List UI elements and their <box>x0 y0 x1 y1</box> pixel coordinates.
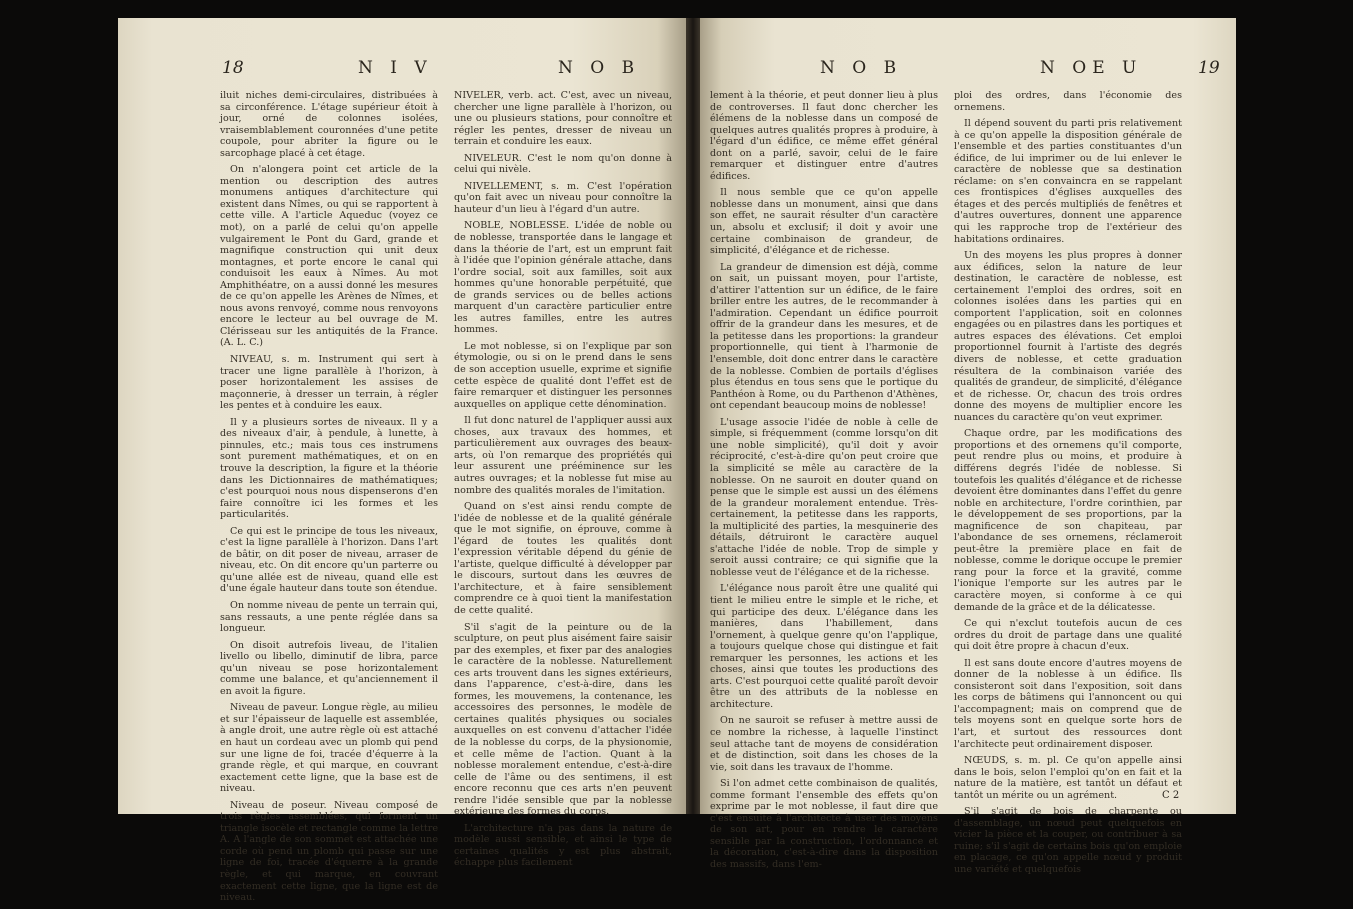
paragraph: On ne sauroit se refuser à mettre aussi de ce nombre la richesse, à laquelle l'instinct seul attache tant de moyens de considération et de distinction, soit dans les choses de la vie, soit dans les travaux de l'homme. <box>710 715 938 773</box>
paragraph: Il nous semble que ce qu'on appelle noblesse dans un monument, ainsi que dans son effet, ne saurait résulter d'un caractère un, absolu et exclusif; il doit y avoir une certaine combinaison de grandeur, de simplicité, d'élégance et de richesse. <box>710 187 938 257</box>
paragraph: NŒUDS, s. m. pl. Ce qu'on appelle ainsi dans le bois, selon l'emploi qu'on en fait et la nature de la matière, est tantôt un défaut et tantôt un mérite ou un agrément. <box>954 755 1182 801</box>
left-page <box>118 18 687 904</box>
paragraph: Il fut donc naturel de l'appliquer aussi aux choses, aux travaux des hommes, et particulièrement aux ouvrages des beaux-arts, où l'on remarque des propriétés qui leur assurent une prééminence sur les autres ouvrages; et la noblesse fut mise au nombre des qualités morales de l'imitation. <box>454 415 672 496</box>
paragraph: S'il s'agit de la peinture ou de la sculpture, on peut plus aisément faire saisir par des exemples, et fixer par des analogies le caractère de la noblesse. Naturellement ces arts trouvent dans les signes extérieurs, dans l'apparence, c'est-à-dire, dans les formes, les mouvemens, la contenance, les accessoires des personnes, le modèle de certaines qualités physiques ou sociales auxquelles on est convenu d'attacher l'idée de la noblesse du corps, de la physionomie, et celle même de l'action. Quant à la noblesse moralement entendue, c'est-à-dire celle de l'âme ou des sentimens, il est encore reconnu que ces arts n'en peuvent rendre l'idée sensible que par la noblesse extérieure des formes du corps. <box>454 621 672 818</box>
paragraph: Le mot noblesse, si on l'explique par son étymologie, ou si on le prend dans le sens de son acception usuelle, exprime et signifie cette espèce de qualité dont l'effet est de faire remarquer et distinguer les personnes auxquelles on applique cette dénomination. <box>454 340 672 410</box>
right-page-column-1 <box>710 90 938 876</box>
paragraph: iluit niches demi-circulaires, distribuées à sa circonférence. L'étage supérieur étoit à jour, orné de colonnes isolées, vraisemblablement couronnées d'une petite coupole, pour abriter la figure ou le sarcophage placé à cet étage. <box>220 90 438 159</box>
signature-mark: C 2 <box>1162 790 1180 801</box>
left-page-column-1 <box>220 90 438 909</box>
paragraph: Ce qui n'exclut toutefois aucun de ces ordres du droit de partage dans une qualité qui doit être propre à chacun d'eux. <box>954 618 1182 653</box>
right-page-column-2 <box>954 90 1182 881</box>
book-gutter <box>686 18 700 814</box>
paragraph: Niveau de paveur. Longue règle, au milieu et sur l'épaisseur de laquelle est assemblée, à angle droit, une autre règle où est attaché en haut un cordeau avec un plomb qui pend sur une ligne de foi, tracée d'équerre à la grande règle, et qui marque, en couvrant exactement cette ligne, que la base est de niveau. <box>220 702 438 795</box>
paragraph: Ce qui est le principe de tous les niveaux, c'est la ligne parallèle à l'horizon. Dans l'art de bâtir, on dit poser de niveau, arraser de niveau, etc. On dit encore qu'un parterre ou qu'une allée est de niveau, quand elle est d'une égale hauteur dans toute son étendue. <box>220 525 438 595</box>
running-head-right-center: N O B <box>820 58 903 78</box>
paragraph: L'architecture n'a pas dans la nature de modèle aussi sensible, et ainsi le type de certaines qualités y est plus abstrait, échappe plus facilement <box>454 822 672 869</box>
running-head-right: N OE U <box>1040 58 1143 78</box>
paragraph: L'usage associe l'idée de noble à celle de simple, si fréquemment (comme lorsqu'on dit une noble simplicité), qu'il doit y avoir réciprocité, c'est-à-dire qu'on peut croire que la simplicité se mêle au caractère de la noblesse. On ne sauroit en douter quand on pense que le simple est aussi un des élémens de la grandeur moralement entendue. Très-certainement, la petitesse dans les rapports, la multiplicité des parties, la mesquinerie des détails, détruiront le caractère auquel s'attache l'idée de noble. Trop de simple y seroit aussi contraire; ce qui signifie que la noblesse veut de l'élégance et de la richesse. <box>710 416 938 578</box>
paragraph: Il est sans doute encore d'autres moyens de donner de la noblesse à un édifice. Ils consisteront soit dans l'exposition, soit dans les corps de bâtimens qui l'annoncent ou qui l'accompagnent; mais on comprend que de tels moyens sont en quelque sorte hors de l'art, et surtout des ressources dont l'architecte peut ordinairement disposer. <box>954 657 1182 750</box>
paragraph: NIVEAU, s. m. Instrument qui sert à tracer une ligne parallèle à l'horizon, à poser horizontalement les assises de maçonnerie, à dresser un terrain, à régler les pentes et à conduire les eaux. <box>220 354 438 412</box>
running-head-left-center: N O B <box>558 58 641 78</box>
paragraph: NIVELER, verb. act. C'est, avec un niveau, chercher une ligne parallèle à l'horizon, ou une ou plusieurs stations, pour connoître et régler les pentes, dresser de niveau un terrain et conduire les eaux. <box>454 90 672 148</box>
paragraph: NIVELLEMENT, s. m. C'est l'opération qu'on fait avec un niveau pour connoître la hauteur d'un lieu à l'égard d'un autre. <box>454 180 672 215</box>
paragraph: Quand on s'est ainsi rendu compte de l'idée de noblesse et de la qualité générale que le mot signifie, on éprouve, comme à l'égard de toutes les qualités dont l'expression véritable dépend du génie de l'artiste, quelque difficulté à développer par le discours, surtout dans les œuvres de l'architecture, et à faire sensiblement comprendre ce à quoi tient la manifestation de cette qualité. <box>454 501 672 616</box>
paragraph: Si l'on admet cette combinaison de qualités, comme formant l'ensemble des effets qu'on exprime par le mot noblesse, il faut dire que c'est ensuite à l'architecte à user des moyens de son art, pour en rendre le caractère sensible par la construction, l'ordonnance et la décoration, c'est-à-dire dans la disposition des massifs, dans l'em- <box>710 778 938 870</box>
paragraph: On n'alongera point cet article de la mention ou description des autres monumens antiques d'architecture qui existent dans Nîmes, ou qui se rapportent à cette ville. A l'article Aqueduc (voyez ce mot), on a parlé de celui qu'on appelle vulgairement le Pont du Gard, grande et magnifique construction qui unit deux montagnes, et porte encore le canal qui conduisoit les eaux à Nîmes. Au mot Amphithéatre, on a aussi donné les mesures de ce qu'on appelle les Arènes de Nîmes, et nous avons renvoyé, comme nous renvoyons encore le lecteur au bel ouvrage de M. Clérisseau sur les antiquités de la France. (A. L. C.) <box>220 164 438 349</box>
paragraph: Il dépend souvent du parti pris relativement à ce qu'on appelle la disposition générale de l'ensemble et des parties constituantes d'un édifice, de lui imprimer ou de lui enlever le caractère de noblesse que sa destination réclame: on s'en convaincra en se rappelant ces frontispices d'églises auxquelles des étages et des percés multipliés de fenêtres et d'autres ouvertures, donnent une apparence qui les rapproche trop de l'extérieur des habitations ordinaires. <box>954 118 1182 245</box>
paragraph: S'il s'agit de bois de charpente ou d'assemblage, un nœud peut quelquefois en vicier la pièce et la couper, ou contribuer à sa ruine; s'il s'agit de certains bois qu'on emploie en placage, ce qu'on appelle nœud y produit une variété et quelquefois <box>954 806 1182 875</box>
paragraph: NIVELEUR. C'est le nom qu'on donne à celui qui nivèle. <box>454 152 672 176</box>
page-number-right: 19 <box>1198 58 1220 78</box>
paragraph: Il y a plusieurs sortes de niveaux. Il y a des niveaux d'air, à pendule, à lunette, à pinnules, etc.; mais tous ces instrumens sont purement mathématiques, et on en trouve la description, la figure et la théorie dans les Dictionnaires de mathématiques; c'est pourquoi nous nous dispenserons d'en faire connoître ici les formes et les particularités. <box>220 416 438 521</box>
paragraph: Niveau de poseur. Niveau composé de trois règles assemblées, qui forment un triangle isocèle et rectangle comme la lettre A. A l'angle de son sommet est attachée une corde où pend un plomb qui passe sur une ligne de foi, tracée d'équerre à la grande règle, et qui marque, en couvrant exactement cette ligne, que la ligne est de niveau. <box>220 799 438 904</box>
paragraph: lement à la théorie, et peut donner lieu à plus de controverses. Il faut donc chercher les élémens de la noblesse dans un composé de quelques autres qualités propres à produire, à l'égard d'un édifice, ce même effet général dont on a parlé, savoir, celui de le faire remarquer et distinguer entre d'autres édifices. <box>710 90 938 182</box>
paragraph: ploi des ordres, dans l'économie des ornemens. <box>954 90 1182 113</box>
paragraph: Un des moyens les plus propres à donner aux édifices, selon la nature de leur destination, le caractère de noblesse, est certainement l'emploi des ordres, soit en colonnes isolées dans les parties qui en comportent l'application, soit en colonnes engagées ou en pilastres dans les portiques et autres espaces des élévations. Cet emploi proportionnel fournit à l'artiste des degrés divers de noblesse, et cette graduation résultera de la combinaison variée des qualités de grandeur, de simplicité, d'élégance et de richesse. Or, chacun des trois ordres donne des moyens de multiplier encore les nuances du caractère qu'on veut exprimer. <box>954 250 1182 423</box>
running-head-left: N I V <box>358 58 433 78</box>
paragraph: La grandeur de dimension est déjà, comme on sait, un puissant moyen, pour l'artiste, d'attirer l'attention sur un édifice, de le faire briller entre les autres, de le recommander à l'admiration. Cependant un édifice pourroit offrir de la grandeur dans les mesures, et de la petitesse dans les proportions: la grandeur proportionnelle, qui tient à l'harmonie de l'ensemble, doit donc entrer dans le caractère de la noblesse. Combien de portails d'églises plus étendus en tous sens que le portique du Panthéon à Rome, ou du Parthenon d'Athènes, ont cependant beaucoup moins de noblesse! <box>710 261 938 412</box>
paragraph: NOBLE, NOBLESSE. L'idée de noble ou de noblesse, transportée dans le langage et dans la théorie de l'art, est un emprunt fait à l'idée que l'opinion générale attache, dans l'ordre social, soit aux familles, soit aux hommes qu'une honorable perpétuité, que de grands services ou de belles actions marquent d'un caractère particulier entre les autres familles, entre les autres hommes. <box>454 220 672 336</box>
left-page-column-2 <box>454 90 672 874</box>
paragraph: Chaque ordre, par les modifications des proportions et des ornemens qu'il comporte, peut rendre plus ou moins, et produire à différens degrés l'idée de noblesse. Si toutefois les qualités d'élégance et de richesse devoient être dominantes dans l'effet du genre noble en architecture, l'ordre corinthien, par le développement de ses proportions, par la magnificence de son chapiteau, par l'abondance de ses ornemens, réclameroit peut-être la première place en fait de noblesse, comme le dorique occupe le premier rang pour la force et la gravité, comme l'ionique l'emporte sur les autres par le caractère moyen, si conforme à ce qui demande de la grâce et de la délicatesse. <box>954 428 1182 613</box>
paragraph: On nomme niveau de pente un terrain qui, sans ressauts, a une pente réglée dans sa longueur. <box>220 599 438 635</box>
paragraph: L'élégance nous paroît être une qualité qui tient le milieu entre le simple et le riche, et qui participe des deux. L'élégance dans les manières, dans l'habillement, dans l'ornement, à quelque genre qu'on l'applique, a toujours quelque chose qui distingue et fait remarquer les personnes, les actions et les choses, ainsi que toutes les productions des arts. C'est pourquoi cette qualité paroît devoir être un des attributs de la noblesse en architecture. <box>710 583 938 710</box>
page-number-left: 18 <box>222 58 244 78</box>
book-spread <box>118 18 1236 904</box>
paragraph: On disoit autrefois liveau, de l'italien livello ou libello, diminutif de libra, parce qu'un niveau se pose horizontalement comme une balance, et qu'anciennement il en avoit la figure. <box>220 639 438 697</box>
right-page <box>700 18 1236 875</box>
